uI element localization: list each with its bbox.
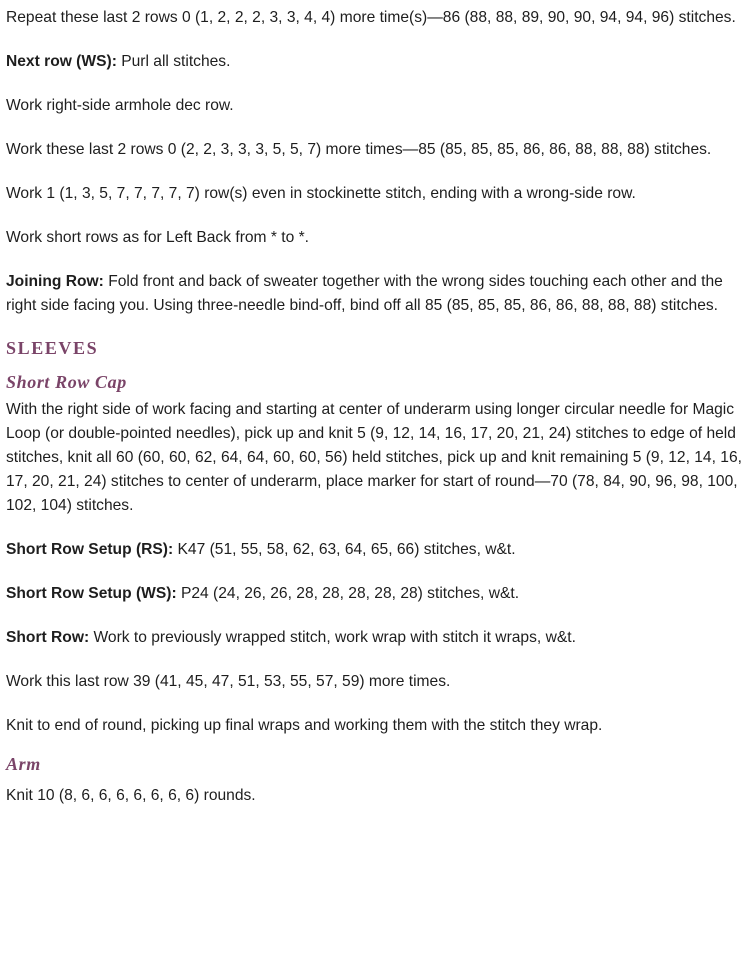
arm-subheading: Arm [6,754,41,774]
pattern-page [6,6,746,828]
repeat-last-row-instruction: Work this last row 39 (41, 45, 47, 51, 53, 55, 57, 59) more times. [6,673,451,690]
short-row-label: Short Row: [6,629,90,646]
armhole-dec-instruction: Work right-side armhole dec row. [6,97,234,114]
joining-row-label: Joining Row: [6,273,104,290]
short-row-setup-ws-text: P24 (24, 26, 26, 28, 28, 28, 28, 28) stitches, w&t. [176,585,520,602]
next-row-ws-label: Next row (WS): [6,53,117,70]
short-row-setup-rs-text: K47 (51, 55, 58, 62, 63, 64, 65, 66) stitches, w&t. [173,541,516,558]
sleeves-heading: SLEEVES [6,338,99,358]
repeat-rows-instruction: Repeat these last 2 rows 0 (1, 2, 2, 2, 3, 3, 4, 4) more time(s)—86 (88, 88, 89, 90, 90, 94, 94, 96) stitches. [6,9,736,26]
short-row-setup-rs-label: Short Row Setup (RS): [6,541,174,558]
short-row-setup-ws-instruction [6,582,746,606]
short-row-cap-subheading: Short Row Cap [6,372,127,392]
knit-rounds-instruction: Knit 10 (8, 6, 6, 6, 6, 6, 6, 6) rounds. [6,787,256,804]
short-row-instruction [6,626,746,650]
next-row-ws-instruction [6,50,746,74]
joining-row-text: Fold front and back of sweater together with the wrong sides touching each other and the right side facing you. Using three-needle bind-off, bind off all 85 (85, 85, 85, 86, 86, 88, 88, 88) stitches. [6,273,723,314]
short-row-setup-ws-label: Short Row Setup (WS): [6,585,177,602]
next-row-ws-text: Purl all stitches. [116,53,231,70]
short-row-setup-rs-instruction [6,538,746,562]
work-last-rows-instruction: Work these last 2 rows 0 (2, 2, 3, 3, 3, 5, 5, 7) more times—85 (85, 85, 85, 86, 86, 88, 88, 88) stitches. [6,141,712,158]
knit-to-end-instruction: Knit to end of round, picking up final wraps and working them with the stitch they wrap. [6,717,603,734]
short-rows-instruction: Work short rows as for Left Back from * to *. [6,229,310,246]
joining-row-instruction [6,270,746,318]
stockinette-instruction: Work 1 (1, 3, 5, 7, 7, 7, 7, 7) row(s) even in stockinette stitch, ending with a wrong-side row. [6,185,636,202]
pick-up-instruction: With the right side of work facing and starting at center of underarm using longer circular needle for Magic Loop (or double-pointed needles), pick up and knit 5 (9, 12, 14, 16, 17, 20, 21, 24) stitches to edge of held stitches, knit all 60 (60, 60, 62, 64, 64, 60, 60, 56) held stitches, pick up and knit remaining 5 (9, 12, 14, 16, 17, 20, 21, 24) stitches to center of underarm, place marker for start of round—70 (78, 84, 90, 96, 98, 100, 102, 104) stitches. [6,401,742,514]
short-row-text: Work to previously wrapped stitch, work wrap with stitch it wraps, w&t. [89,629,576,646]
